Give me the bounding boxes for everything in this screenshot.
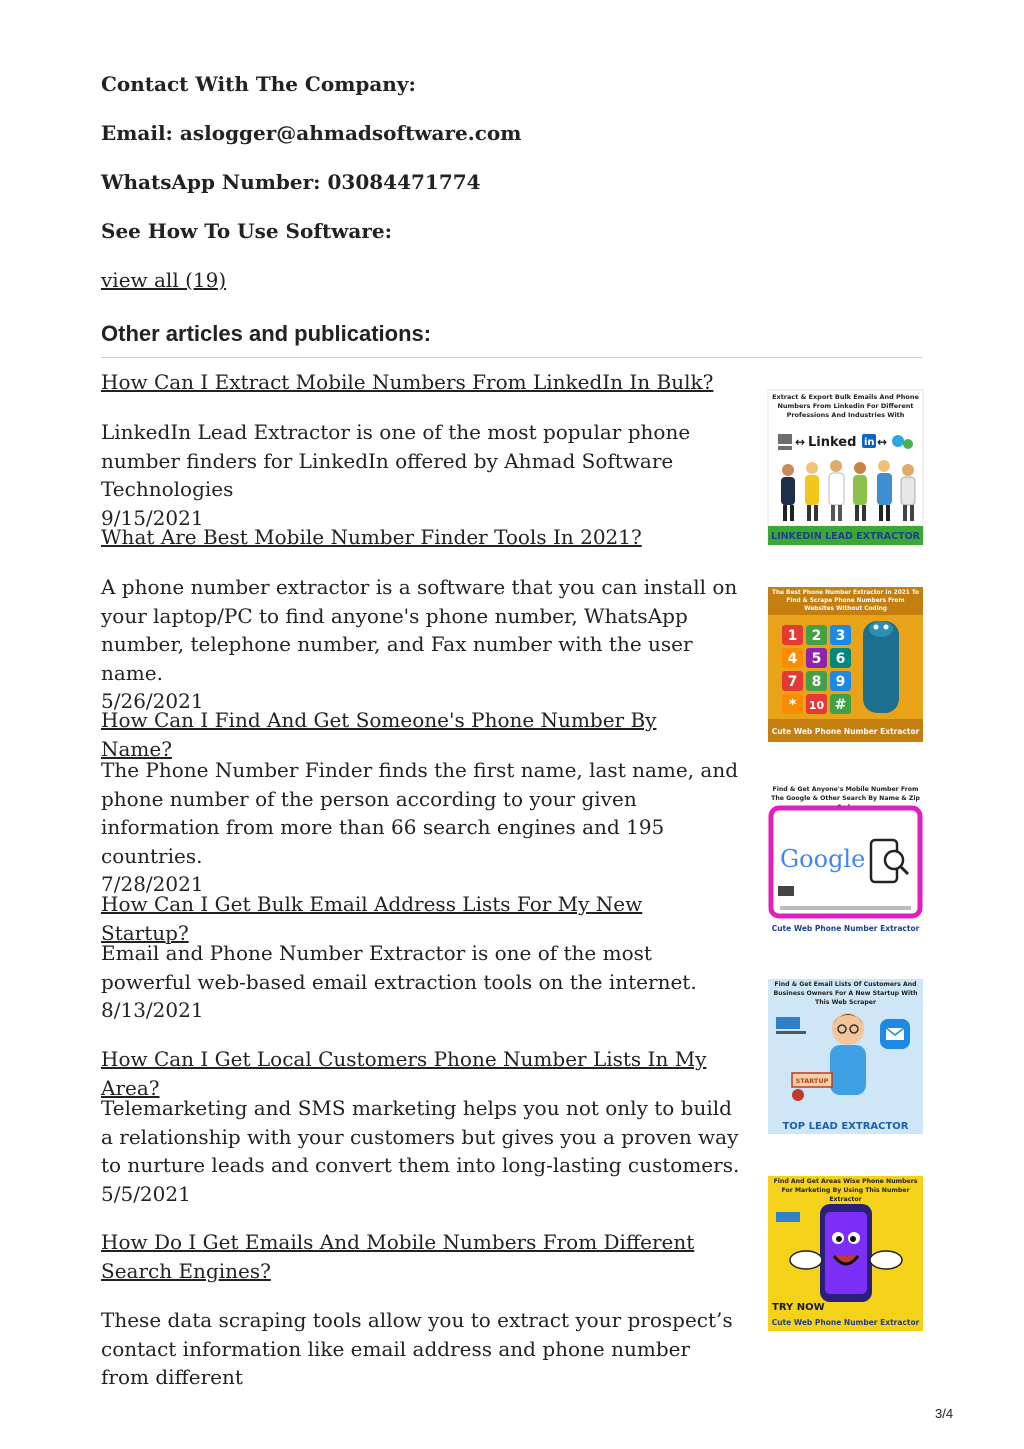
article-4-description-block xyxy=(101,939,741,1025)
thumb-4-bottom-text: TOP LEAD EXTRACTOR xyxy=(782,1121,909,1132)
view-all-link[interactable]: view all (19) xyxy=(101,268,227,292)
page-number: 3/4 xyxy=(935,1406,954,1421)
keypad-key-label: 3 xyxy=(835,628,846,644)
thumb-4-startup-badge: STARTUP xyxy=(795,1077,829,1085)
article-1-description-block xyxy=(101,418,741,532)
article-4-date: 8/13/2021 xyxy=(101,998,204,1022)
article-2-title-link[interactable]: What Are Best Mobile Number Finder Tools In 2021? xyxy=(101,525,642,549)
svg-text:↔: ↔ xyxy=(795,435,806,449)
thumb-2-top-text: The Best Phone Number Extractor In 2021 To Find & Scrape Phone Numbers From Websites Without Coding xyxy=(772,590,919,612)
article-1-date: 9/15/2021 xyxy=(101,505,204,530)
thumb-5-bottom-text: Cute Web Phone Number Extractor xyxy=(771,1318,920,1327)
section-title: Other articles and publications: xyxy=(101,321,432,346)
thumb-1-in: in xyxy=(864,437,875,448)
article-3-date: 7/28/2021 xyxy=(101,872,204,896)
article-3-description-block xyxy=(101,756,741,899)
thumb-3-google-logo: Google xyxy=(780,845,866,873)
startup-character-icon xyxy=(768,979,923,1134)
article-6-description: These data scraping tools allow you to extract your prospect’s contact information like email address and phone number from different xyxy=(101,1308,733,1389)
thumb-1-bottom-text: LINKEDIN LEAD EXTRACTOR xyxy=(771,531,920,542)
keypad-key-label: 2 xyxy=(811,628,822,644)
keypad-phone-icon xyxy=(768,587,923,742)
contact-email: Email: aslogger@ahmadsoftware.com xyxy=(101,121,522,145)
article-4-description: Email and Phone Number Extractor is one of the most powerful web-based email extraction tools on the internet. xyxy=(101,941,697,994)
article-1-title-link[interactable]: How Can I Extract Mobile Numbers From LinkedIn In Bulk? xyxy=(101,370,714,394)
article-5-date: 5/5/2021 xyxy=(101,1181,191,1206)
keypad-key-label: * xyxy=(788,697,797,713)
article-3-thumbnail[interactable] xyxy=(768,784,923,939)
linkedin-professionals-icon xyxy=(768,390,923,545)
thumb-3-bottom-text: Cute Web Phone Number Extractor xyxy=(771,924,920,933)
keypad-key-label: 7 xyxy=(787,674,798,690)
contact-whatsapp: WhatsApp Number: 03084471774 xyxy=(101,170,481,194)
keypad-key-label: 6 xyxy=(835,651,846,667)
thumb-5-top-text: Find And Get Areas Wise Phone Numbers For Marketing By Using This Number Extractor xyxy=(773,1178,918,1203)
keypad-key-label: 9 xyxy=(835,674,846,690)
thumb-3-top-text: Find & Get Anyone's Mobile Number From The Google & Other Search By Name & Zip xyxy=(771,786,920,802)
thumb-4-top-text: Find & Get Email Lists Of Customers And Business Owners For A New Startup With This Web Scraper xyxy=(773,981,918,1006)
article-2-thumbnail[interactable] xyxy=(768,587,923,742)
article-3-description: The Phone Number Finder finds the first name, last name, and phone number of the person according to your given information from more than 66 search engines and 195 countries. xyxy=(101,758,739,868)
smiling-phone-icon xyxy=(768,1176,923,1331)
article-6-description-block xyxy=(101,1306,741,1392)
keypad-key-label: 4 xyxy=(787,651,798,667)
article-1-thumbnail[interactable] xyxy=(768,390,923,545)
google-search-phone-icon xyxy=(768,784,923,939)
thumb-1-linked: Linked xyxy=(808,435,857,450)
keypad-key-label: 8 xyxy=(811,674,822,690)
thumb-5-try-now: TRY NOW xyxy=(772,1302,825,1313)
article-5-thumbnail[interactable] xyxy=(768,1176,923,1331)
article-2-description: A phone number extractor is a software that you can install on your laptop/PC to find anyone's phone number, WhatsApp number, telephone number, and Fax number with the user name. xyxy=(101,575,738,685)
keypad-key-label: # xyxy=(834,697,847,713)
article-1-description: LinkedIn Lead Extractor is one of the most popular phone number finders for LinkedIn offered by Ahmad Software Technologies xyxy=(101,420,691,501)
article-2-description-block xyxy=(101,573,741,716)
keypad-key-label: 10 xyxy=(808,699,825,712)
article-5-description-block xyxy=(101,1094,741,1208)
keypad-key-label: 1 xyxy=(787,628,798,644)
article-5-description: Telemarketing and SMS marketing helps you not only to build a relationship with your customers but gives you a proven way to nurture leads and convert them into long-lasting customers. xyxy=(101,1096,740,1177)
howto-heading: See How To Use Software: xyxy=(101,219,392,243)
article-2-date: 5/26/2021 xyxy=(101,689,204,713)
thumb-2-bottom-text: Cute Web Phone Number Extractor xyxy=(771,727,920,736)
article-5-title-link[interactable]: How Can I Get Local Customers Phone Number Lists In My Area? xyxy=(101,1047,707,1100)
article-3-title-link[interactable]: How Can I Find And Get Someone's Phone Number By Name? xyxy=(101,708,657,761)
contact-heading: Contact With The Company: xyxy=(101,72,416,96)
thumb-1-top-text: Extract & Export Bulk Emails And Phone Numbers From Linkedin For Different Professions And Industries With xyxy=(772,393,919,419)
section-divider xyxy=(101,357,922,358)
svg-text:↔: ↔ xyxy=(877,435,888,449)
article-4-title-link[interactable]: How Can I Get Bulk Email Address Lists For My New Startup? xyxy=(101,892,643,945)
keypad-key-label: 5 xyxy=(811,651,822,667)
article-4-thumbnail[interactable] xyxy=(768,979,923,1134)
article-6-title-link[interactable]: How Do I Get Emails And Mobile Numbers From Different Search Engines? xyxy=(101,1230,695,1283)
